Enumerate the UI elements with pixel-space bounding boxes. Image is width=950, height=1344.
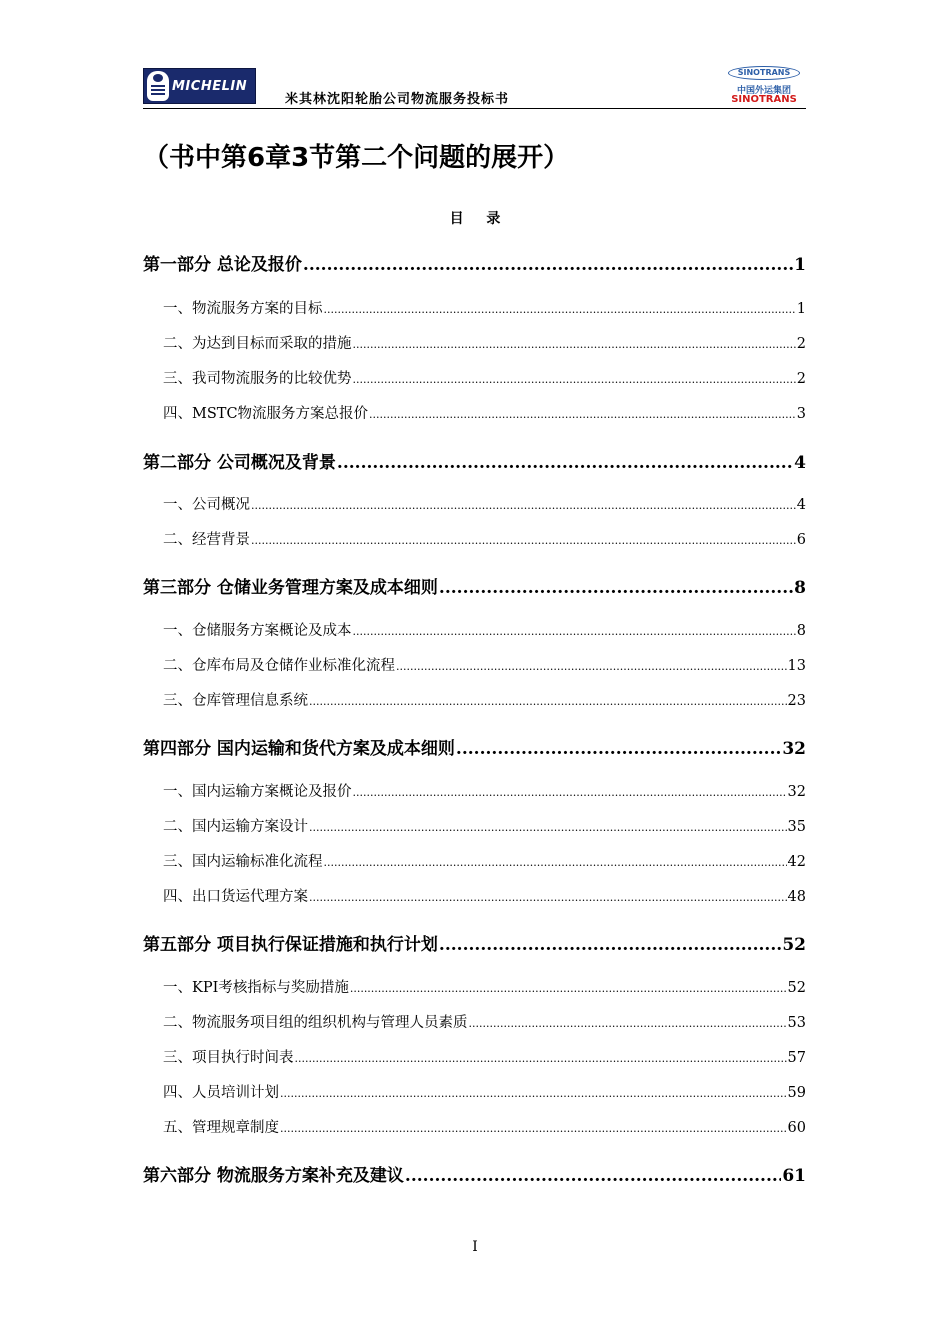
toc-leader-dots <box>439 935 781 955</box>
toc-leader-dots <box>439 578 793 598</box>
toc-section-entry[interactable] <box>163 654 806 675</box>
toc-entry-page: 1 <box>796 301 806 317</box>
toc-entry-page: 42 <box>787 854 806 870</box>
toc-section-entry[interactable] <box>163 528 806 549</box>
toc-part-entry[interactable] <box>143 734 806 759</box>
header-title: 米其林沈阳轮胎公司物流服务投标书 <box>285 92 510 107</box>
toc-entry-page: 35 <box>787 819 806 835</box>
toc-entry-page: 59 <box>787 1085 806 1101</box>
toc-leader-dots <box>280 1120 787 1136</box>
toc-entry-title: 四、出口货运代理方案 <box>163 889 308 905</box>
toc-entry-page: 53 <box>787 1015 806 1031</box>
toc-leader-dots <box>303 255 793 275</box>
toc-entry-title: 第四部分 国内运输和货代方案及成本细则 <box>143 739 455 759</box>
toc-entry-page: 48 <box>787 889 806 905</box>
page-header <box>143 66 806 108</box>
toc-section-entry[interactable] <box>163 1081 806 1102</box>
toc-entry-title: 二、为达到目标而采取的措施 <box>163 336 352 352</box>
toc-entry-title: 一、国内运输方案概论及报价 <box>163 784 352 800</box>
header-divider <box>143 108 806 109</box>
toc-leader-dots <box>280 1085 787 1101</box>
toc-entry-title: 二、物流服务项目组的组织机构与管理人员素质 <box>163 1015 468 1031</box>
michelin-logo-text: MICHELIN <box>172 79 248 94</box>
toc-entry-page: 2 <box>796 371 806 387</box>
toc-leader-dots <box>369 406 796 422</box>
toc-entry-title: 第二部分 公司概况及背景 <box>143 453 336 473</box>
toc-entry-title: 三、我司物流服务的比较优势 <box>163 371 352 387</box>
toc-entry-page: 32 <box>782 739 806 759</box>
toc-leader-dots <box>309 819 787 835</box>
sinotrans-logo-cn: 中国外运集团 <box>736 86 791 96</box>
toc-entry-page: 57 <box>787 1050 806 1066</box>
toc-section-entry[interactable] <box>163 976 806 997</box>
toc-entry-page: 4 <box>794 453 806 473</box>
toc-entry-page: 60 <box>787 1120 806 1136</box>
toc-section-entry[interactable] <box>163 619 806 640</box>
toc-leader-dots <box>350 980 787 996</box>
toc-leader-dots <box>396 658 787 674</box>
toc-entry-page: 4 <box>796 497 806 513</box>
document-title: （书中第6章3节第二个问题的展开） <box>143 143 570 173</box>
toc-entry-page: 52 <box>782 935 806 955</box>
toc-leader-dots <box>469 1015 787 1031</box>
toc-entry-title: 三、仓库管理信息系统 <box>163 693 308 709</box>
toc-entry-page: 52 <box>787 980 806 996</box>
michelin-logo <box>143 68 256 104</box>
toc-section-entry[interactable] <box>163 1011 806 1032</box>
toc-entry-title: 二、经营背景 <box>163 532 250 548</box>
toc-leader-dots <box>324 854 787 870</box>
toc-section-entry[interactable] <box>163 402 806 423</box>
toc-heading: 目 录 <box>449 211 501 227</box>
toc-section-entry[interactable] <box>163 1046 806 1067</box>
toc-part-entry[interactable] <box>143 573 806 598</box>
toc-entry-title: 一、仓储服务方案概论及成本 <box>163 623 352 639</box>
toc-entry-page: 23 <box>787 693 806 709</box>
toc-leader-dots <box>309 889 787 905</box>
sinotrans-logo-en: SINOTRANS <box>731 94 797 105</box>
sinotrans-logo <box>722 66 806 106</box>
toc-leader-dots <box>353 784 787 800</box>
toc-section-entry[interactable] <box>163 850 806 871</box>
toc-leader-dots <box>337 453 793 473</box>
toc-section-entry[interactable] <box>163 332 806 353</box>
toc-entry-title: 四、MSTC物流服务方案总报价 <box>163 406 369 422</box>
toc-part-entry[interactable] <box>143 1161 806 1186</box>
toc-leader-dots <box>309 693 787 709</box>
toc-part-entry[interactable] <box>143 250 806 275</box>
toc-section-entry[interactable] <box>163 1116 806 1137</box>
toc-entry-page: 6 <box>796 532 806 548</box>
toc-entry-title: 五、管理规章制度 <box>163 1120 279 1136</box>
toc-leader-dots <box>324 301 796 317</box>
toc-entry-title: 第五部分 项目执行保证措施和执行计划 <box>143 935 438 955</box>
toc-section-entry[interactable] <box>163 689 806 710</box>
toc-entry-page: 61 <box>782 1166 806 1186</box>
toc-entry-page: 3 <box>796 406 806 422</box>
toc-leader-dots <box>353 623 796 639</box>
toc-entry-title: 三、项目执行时间表 <box>163 1050 294 1066</box>
michelin-man-icon <box>147 71 169 101</box>
toc-section-entry[interactable] <box>163 885 806 906</box>
toc-entry-title: 一、公司概况 <box>163 497 250 513</box>
toc-entry-title: 一、物流服务方案的目标 <box>163 301 323 317</box>
toc-leader-dots <box>251 532 796 548</box>
toc-leader-dots <box>353 336 796 352</box>
toc-section-entry[interactable] <box>163 367 806 388</box>
toc-section-entry[interactable] <box>163 780 806 801</box>
toc-entry-title: 二、仓库布局及仓储作业标准化流程 <box>163 658 395 674</box>
toc-leader-dots <box>295 1050 787 1066</box>
toc-section-entry[interactable] <box>163 493 806 514</box>
page-number: I <box>472 1239 478 1255</box>
toc-entry-page: 32 <box>787 784 806 800</box>
toc-section-entry[interactable] <box>163 815 806 836</box>
toc-leader-dots <box>251 497 796 513</box>
toc-entry-page: 8 <box>794 578 806 598</box>
toc-entry-page: 1 <box>794 255 806 275</box>
toc-entry-page: 13 <box>787 658 806 674</box>
toc-section-entry[interactable] <box>163 297 806 318</box>
toc-entry-title: 第六部分 物流服务方案补充及建议 <box>143 1166 404 1186</box>
toc-entry-title: 二、国内运输方案设计 <box>163 819 308 835</box>
toc-entry-title: 第一部分 总论及报价 <box>143 255 302 275</box>
toc-part-entry[interactable] <box>143 448 806 473</box>
toc-entry-title: 一、KPI考核指标与奖励措施 <box>163 980 349 996</box>
toc-leader-dots <box>405 1166 781 1186</box>
toc-entry-title: 三、国内运输标准化流程 <box>163 854 323 870</box>
toc-leader-dots <box>353 371 796 387</box>
toc-entry-page: 8 <box>796 623 806 639</box>
toc-entry-title: 四、人员培训计划 <box>163 1085 279 1101</box>
toc-part-entry[interactable] <box>143 930 806 955</box>
toc-leader-dots <box>456 739 781 759</box>
toc-entry-page: 2 <box>796 336 806 352</box>
toc-entry-title: 第三部分 仓储业务管理方案及成本细则 <box>143 578 438 598</box>
sinotrans-logo-top: SINOTRANS <box>737 68 791 77</box>
